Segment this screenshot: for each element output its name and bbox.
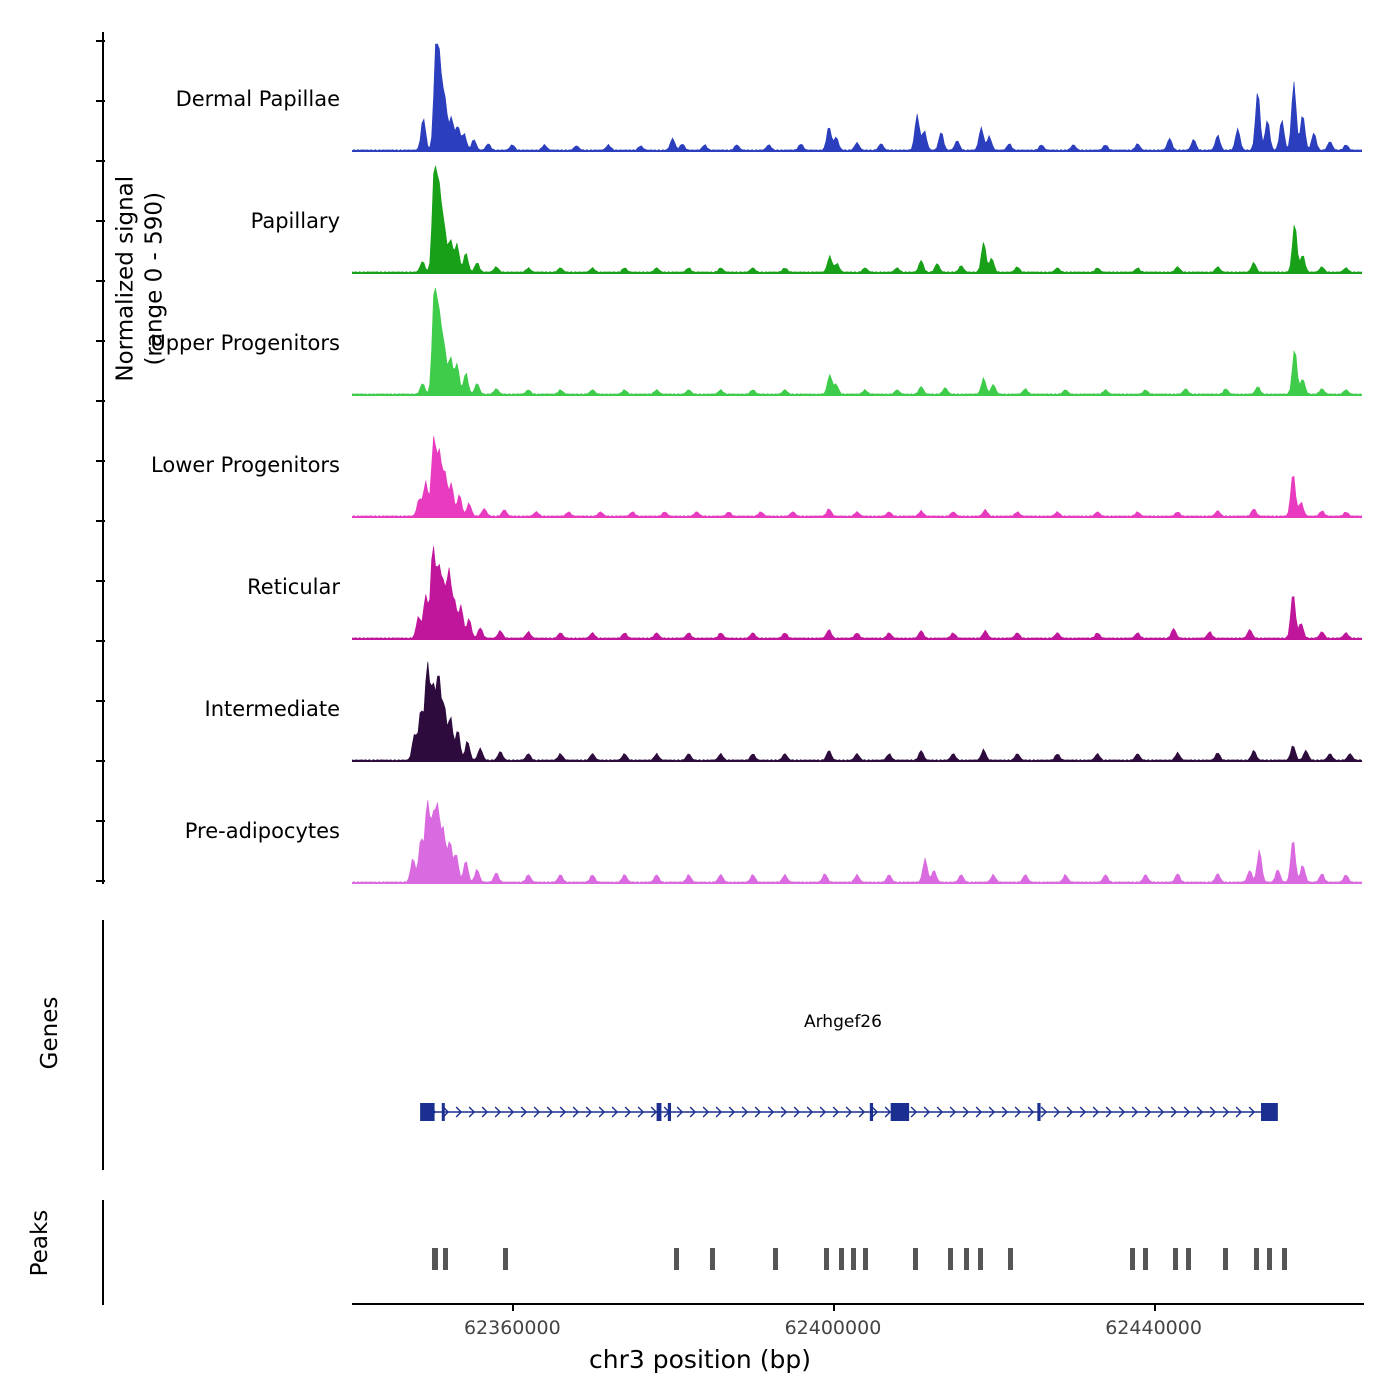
peak-interval bbox=[839, 1248, 844, 1270]
signal-track-row bbox=[0, 772, 1400, 884]
x-axis-tick bbox=[512, 1303, 514, 1311]
signal-track-row bbox=[0, 40, 1400, 152]
signal-area bbox=[352, 650, 1362, 762]
track-label: Papillary bbox=[250, 209, 340, 234]
peak-interval bbox=[503, 1248, 508, 1270]
gene-exon bbox=[891, 1103, 909, 1121]
peak-interval bbox=[1254, 1248, 1259, 1270]
track-label: Pre-adipocytes bbox=[184, 819, 340, 844]
peak-interval bbox=[1143, 1248, 1148, 1270]
signal-track-plot bbox=[352, 406, 1362, 518]
peak-interval bbox=[443, 1248, 448, 1270]
signal-area bbox=[352, 162, 1362, 274]
signal-axis-label-line2: (range 0 - 590) bbox=[141, 191, 167, 366]
signal-track-row bbox=[0, 528, 1400, 640]
peak-interval bbox=[948, 1248, 953, 1270]
peak-interval bbox=[1173, 1248, 1178, 1270]
signal-track-row bbox=[0, 650, 1400, 762]
signal-track-plot bbox=[352, 528, 1362, 640]
gene-exon bbox=[420, 1103, 434, 1121]
gene-exon bbox=[442, 1103, 445, 1121]
signal-area bbox=[352, 406, 1362, 518]
peaks-axis-spine bbox=[102, 1200, 104, 1305]
gene-exon bbox=[1037, 1103, 1040, 1121]
peak-interval bbox=[978, 1248, 983, 1270]
axis-tick bbox=[96, 400, 105, 402]
peak-interval bbox=[824, 1248, 829, 1270]
gene-exon bbox=[668, 1103, 671, 1121]
x-axis-tick bbox=[833, 1303, 835, 1311]
axis-tick bbox=[96, 640, 105, 642]
x-axis-line bbox=[352, 1303, 1364, 1305]
x-axis-tick bbox=[1154, 1303, 1156, 1311]
signal-track-plot bbox=[352, 40, 1362, 152]
peak-interval bbox=[913, 1248, 918, 1270]
signal-track-plot bbox=[352, 772, 1362, 884]
peak-interval bbox=[710, 1248, 715, 1270]
gene-exon bbox=[657, 1103, 662, 1121]
peak-interval bbox=[773, 1248, 778, 1270]
signal-track-plot bbox=[352, 650, 1362, 762]
peak-interval bbox=[964, 1248, 969, 1270]
peak-interval bbox=[1282, 1248, 1287, 1270]
peak-interval bbox=[851, 1248, 856, 1270]
gene-model bbox=[0, 1092, 1400, 1132]
track-label: Dermal Papillae bbox=[175, 87, 340, 112]
genes-axis-label: Genes bbox=[37, 996, 63, 1070]
peak-interval bbox=[1130, 1248, 1135, 1270]
peak-interval bbox=[1267, 1248, 1272, 1270]
genes-axis-spine bbox=[102, 920, 104, 1170]
gene-exon bbox=[870, 1103, 873, 1121]
signal-track-row bbox=[0, 284, 1400, 396]
x-axis-tick-label: 62400000 bbox=[784, 1317, 882, 1339]
axis-tick bbox=[96, 280, 105, 282]
peak-interval bbox=[674, 1248, 679, 1270]
signal-track-plot bbox=[352, 162, 1362, 274]
peak-interval bbox=[1186, 1248, 1191, 1270]
signal-area bbox=[352, 284, 1362, 396]
x-axis-tick-label: 62360000 bbox=[463, 1317, 561, 1339]
x-axis-tick-label: 62440000 bbox=[1105, 1317, 1202, 1339]
gene-exon bbox=[1261, 1103, 1278, 1121]
signal-axis-label-line1: Normalized signal bbox=[112, 175, 139, 382]
axis-tick bbox=[96, 520, 105, 522]
track-label: Upper Progenitors bbox=[150, 331, 340, 356]
signal-area bbox=[352, 528, 1362, 640]
peak-interval bbox=[1008, 1248, 1013, 1270]
signal-track-row bbox=[0, 162, 1400, 274]
signal-area bbox=[352, 40, 1362, 152]
signal-track-row bbox=[0, 406, 1400, 518]
peaks-axis-label: Peaks bbox=[27, 1209, 53, 1277]
peak-interval bbox=[1223, 1248, 1228, 1270]
peak-interval bbox=[863, 1248, 868, 1270]
signal-area bbox=[352, 772, 1362, 884]
track-label: Lower Progenitors bbox=[151, 453, 340, 478]
signal-track-plot bbox=[352, 284, 1362, 396]
track-label: Reticular bbox=[247, 575, 340, 600]
peak-interval bbox=[432, 1248, 438, 1270]
track-label: Intermediate bbox=[204, 697, 340, 722]
x-axis-label: chr3 position (bp) bbox=[589, 1345, 811, 1374]
gene-name-label: Arhgef26 bbox=[803, 1012, 882, 1032]
